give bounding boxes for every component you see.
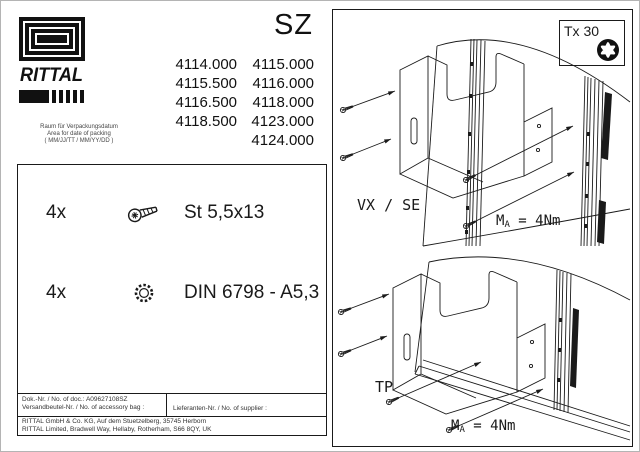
model-number-list <box>149 55 314 150</box>
screw-icon <box>104 199 184 227</box>
rittal-logo <box>19 17 85 113</box>
tool-callout <box>559 20 625 66</box>
doc-number-value: A09627108SZ <box>85 396 128 403</box>
part-row-washer <box>18 271 326 315</box>
part-spec: St 5,5x13 <box>184 202 265 223</box>
packing-note-line: ( MM/JJ/TT / MM/YY/DD ) <box>44 138 114 144</box>
parts-list-box <box>17 164 327 394</box>
accessory-bag-label: Versandbeutel-Nr. / No. of accessory bag : <box>22 404 145 411</box>
model-number: 4115.500 <box>175 75 237 92</box>
model-column-2 <box>237 55 314 150</box>
supplier-label: Lieferanten-Nr. / No. of supplier : <box>173 405 267 412</box>
packing-note <box>9 124 149 145</box>
drawing-label-vx-se: VX / SE <box>357 196 421 214</box>
model-column-1 <box>149 55 237 150</box>
torque-value: = 4Nm <box>473 418 516 434</box>
logo-bar-stripes <box>45 90 85 103</box>
footer-doc-cell <box>18 394 167 416</box>
torque-symbol: M <box>496 213 505 229</box>
part-quantity: 4x <box>46 282 67 303</box>
torque-subscript: A <box>459 425 465 435</box>
footer-address-cell <box>18 416 326 435</box>
page-title: SZ <box>273 9 313 41</box>
torque-symbol: M <box>451 418 460 434</box>
model-number: 4115.000 <box>252 56 314 73</box>
torx-bit-icon <box>596 38 620 62</box>
address-uk: RITTAL Limited, Bradwell Way, Hellaby, Rotherham, S66 8QY, UK <box>22 426 212 433</box>
logo-bar <box>19 90 45 103</box>
drawing-label-tp: TP <box>375 378 394 396</box>
torque-value: = 4Nm <box>518 213 561 229</box>
part-quantity: 4x <box>46 202 67 223</box>
model-number: 4124.000 <box>251 132 314 149</box>
address-de: RITTAL GmbH & Co. KG, Auf dem Stuetzelberg, 35745 Herborn <box>22 418 207 425</box>
torque-label-tp <box>451 418 515 435</box>
part-row-screw <box>18 191 326 235</box>
rittal-wordmark <box>19 61 85 87</box>
footer-supplier-cell <box>167 394 326 416</box>
doc-number-line <box>22 396 162 404</box>
torque-label-vx-se <box>496 213 560 230</box>
torque-subscript: A <box>504 220 510 230</box>
tp-drawing <box>333 248 632 446</box>
brand-text: RITTAL <box>20 65 83 86</box>
doc-number-label: Dok.-Nr. / No. of doc.: <box>22 396 85 403</box>
document-footer <box>17 393 327 436</box>
rittal-logo-frames-icon <box>19 17 85 61</box>
model-number: 4116.500 <box>175 94 237 111</box>
model-number: 4114.000 <box>175 56 237 73</box>
packing-note-line: Area for date of packing <box>47 131 111 137</box>
part-spec: DIN 6798 - A5,3 <box>184 282 320 303</box>
logo-stripes <box>19 90 85 103</box>
lock-washer-icon <box>104 281 184 305</box>
packing-note-line: Raum für Verpackungsdatum <box>40 124 118 130</box>
footer-row-numbers <box>18 394 326 416</box>
model-number: 4123.000 <box>251 113 314 130</box>
model-number: 4118.000 <box>252 94 314 111</box>
tool-size-label: Tx 30 <box>564 23 600 39</box>
model-number: 4118.500 <box>175 113 237 130</box>
drawing-panel <box>332 9 633 447</box>
model-number: 4116.000 <box>252 75 314 92</box>
